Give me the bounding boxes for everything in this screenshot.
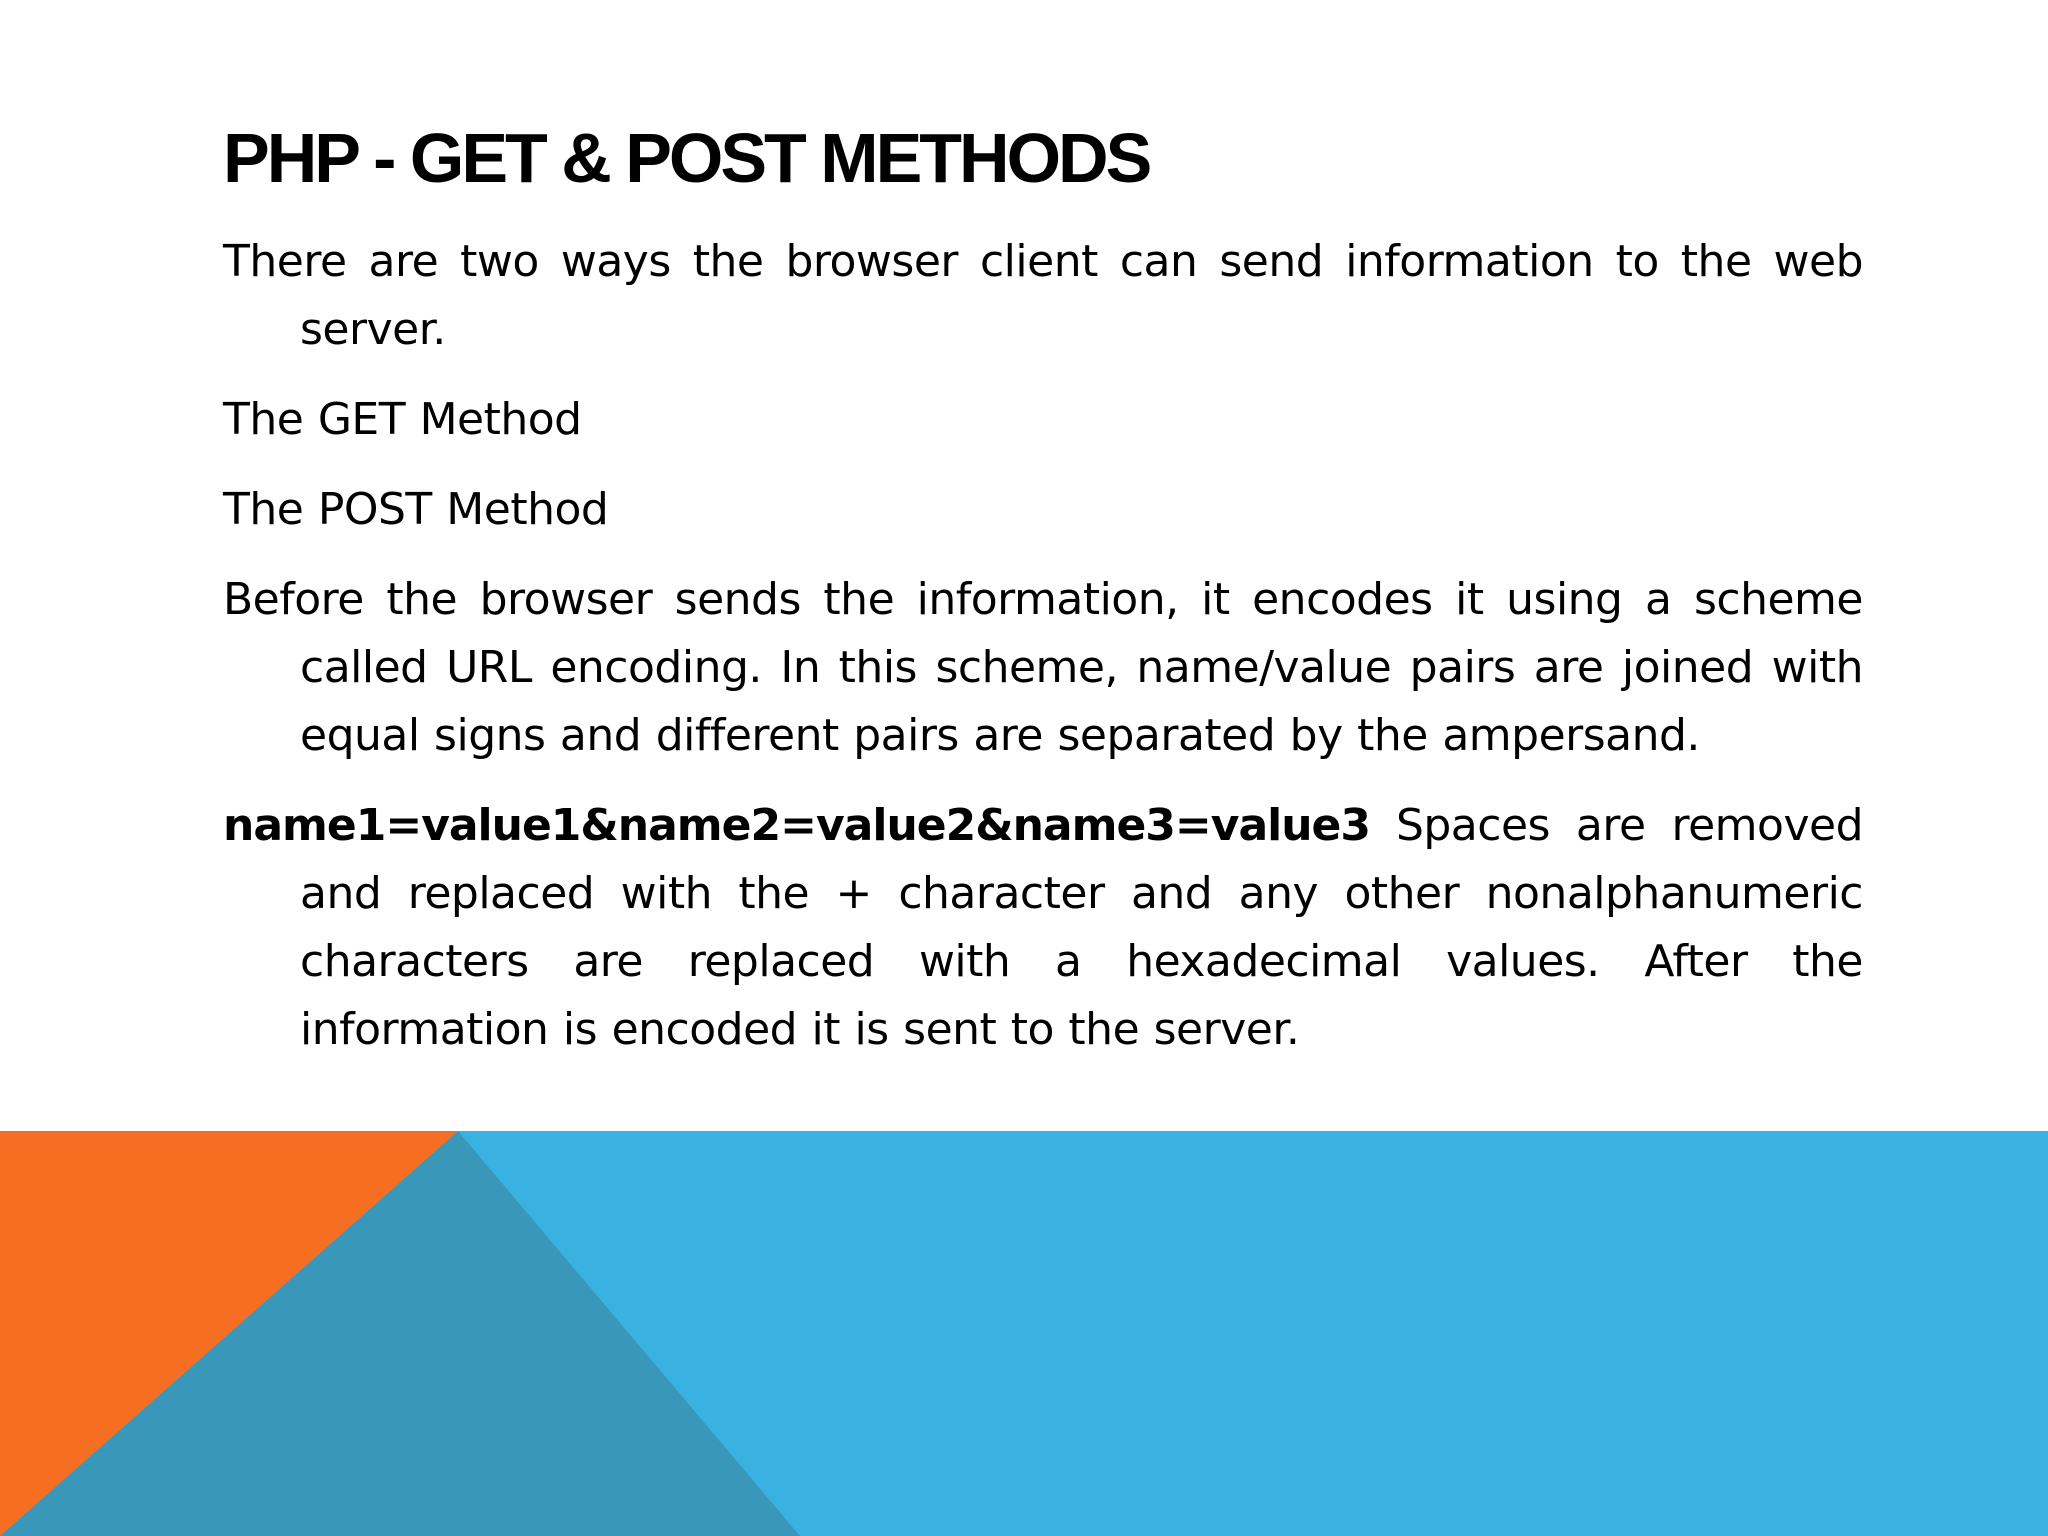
encoding-example-description: Spaces are removed and replaced with the + character and any other nonalphanumeric characters are replaced with a hexadecimal values. After the information is encoded it is sent to the server. [300, 800, 1863, 1055]
paragraph-get-method: The GET Method [223, 394, 582, 445]
paragraph-url-encoding: Before the browser sends the information, it encodes it using a scheme called URL encoding. In this scheme, name/value pairs are joined with equal signs and different pairs are separated by the ampersand. [223, 574, 1863, 761]
paragraph-intro: There are two ways the browser client can send information to the web server. [223, 236, 1863, 355]
slide-title: PHP - GET & POST METHODS [223, 119, 1150, 197]
paragraph-encoding-example [223, 792, 1863, 1064]
footer-decoration [0, 1131, 2048, 1536]
paragraph-post-method: The POST Method [223, 484, 609, 535]
encoding-example-code: name1=value1&name2=value2&name3=value3 [223, 800, 1371, 851]
slide-content [223, 108, 1863, 1086]
